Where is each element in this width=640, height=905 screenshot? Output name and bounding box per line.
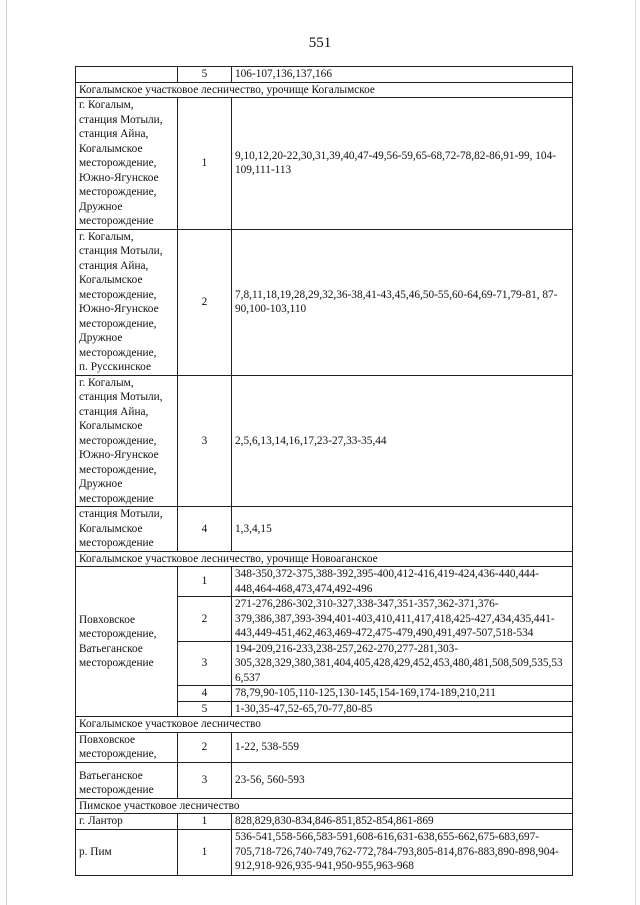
section-header-row — [76, 717, 573, 733]
place-cell: Повховское месторождение, Ватьеганское месторождение — [76, 567, 178, 717]
table-row — [76, 67, 573, 83]
place-cell: г. Лантор — [76, 814, 178, 830]
section-number-cell: 1 — [178, 567, 232, 597]
place-cell — [76, 67, 178, 83]
section-header-row — [76, 551, 573, 567]
section-number-cell: 1 — [178, 814, 232, 830]
section-number-cell: 3 — [178, 641, 232, 686]
page-number: 551 — [308, 35, 332, 51]
table-row — [76, 229, 573, 375]
quarters-cell: 1,3,4,15 — [232, 507, 573, 552]
quarters-cell: 348-350,372-375,388-392,395-400,412-416,419-424,436-440,444-448,464-468,473,474,492-496 — [232, 567, 573, 597]
section-number-cell: 2 — [178, 229, 232, 375]
section-number-cell: 1 — [178, 98, 232, 230]
section-number-cell: 4 — [178, 686, 232, 702]
quarters-cell: 828,829,830-834,846-851,852-854,861-869 — [232, 814, 573, 830]
quarters-cell: 9,10,12,20-22,30,31,39,40,47-49,56-59,65-68,72-78,82-86,91-99, 104-109,111-113 — [232, 98, 573, 230]
table-row — [76, 829, 573, 875]
section-header: Когалымское участковое лесничество — [76, 717, 573, 733]
section-number-cell: 1 — [178, 829, 232, 875]
scan-edge-left — [6, 0, 7, 905]
scan-edge-right — [635, 0, 636, 905]
table-row — [76, 732, 573, 762]
quarters-cell: 271-276,286-302,310-327,338-347,351-357,362-371,376-379,386,387,393-394,401-403,410,411,417,418,425-427,434,435,441-443,449-451,462,463,469-472,475-479,490,491,497-507,518-534 — [232, 597, 573, 642]
section-header: Пимское участковое лесничество — [76, 798, 573, 814]
quarters-cell: 7,8,11,18,19,28,29,32,36-38,41-43,45,46,50-55,60-64,69-71,79-81, 87-90,100-103,110 — [232, 229, 573, 375]
forestry-quarters-table — [75, 66, 573, 876]
table-row — [76, 762, 573, 798]
section-header: Когалымское участковое лесничество, урочище Новоаганское — [76, 551, 573, 567]
section-number-cell: 3 — [178, 375, 232, 507]
place-cell: станция Мотыли, Когалымское месторождение — [76, 507, 178, 552]
quarters-cell: 194-209,216-233,238-257,262-270,277-281,303-305,328,329,380,381,404,405,428,429,452,453,480,481,508,509,535,53 6,537 — [232, 641, 573, 686]
place-cell: р. Пим — [76, 829, 178, 875]
section-number-cell: 5 — [178, 67, 232, 83]
place-cell: Ватьеганское месторождение — [76, 762, 178, 798]
table-row — [76, 814, 573, 830]
place-cell: г. Когалым, станция Мотыли, станция Айна, Когалымское месторождение, Южно-Ягунское месторождение, Дружное месторождение — [76, 98, 178, 230]
quarters-cell: 1-30,35-47,52-65,70-77,80-85 — [232, 701, 573, 717]
section-number-cell: 4 — [178, 507, 232, 552]
table-row — [76, 567, 573, 597]
section-header-row — [76, 798, 573, 814]
section-header-row — [76, 82, 573, 98]
place-cell: Повховское месторождение, — [76, 732, 178, 762]
table-row — [76, 375, 573, 507]
quarters-cell: 106-107,136,137,166 — [232, 67, 573, 83]
quarters-cell: 23-56, 560-593 — [232, 762, 573, 798]
quarters-cell: 78,79,90-105,110-125,130-145,154-169,174-189,210,211 — [232, 686, 573, 702]
section-number-cell: 2 — [178, 597, 232, 642]
place-cell: г. Когалым, станция Мотыли, станция Айна, Когалымское месторождение, Южно-Ягунское месторождение, Дружное месторождение, п. Русскинское — [76, 229, 178, 375]
table-row — [76, 98, 573, 230]
quarters-cell: 2,5,6,13,14,16,17,23-27,33-35,44 — [232, 375, 573, 507]
section-number-cell: 2 — [178, 732, 232, 762]
section-number-cell: 3 — [178, 762, 232, 798]
place-cell: г. Когалым, станция Мотыли, станция Айна, Когалымское месторождение, Южно-Ягунское месторождение, Дружное месторождение — [76, 375, 178, 507]
table-row — [76, 507, 573, 552]
section-header: Когалымское участковое лесничество, урочище Когалымское — [76, 82, 573, 98]
section-number-cell: 5 — [178, 701, 232, 717]
quarters-cell: 536-541,558-566,583-591,608-616,631-638,655-662,675-683,697-705,718-726,740-749,762-772,784-793,805-814,876-883,890-898,904-912,918-926,935-941,950-955,963-968 — [232, 829, 573, 875]
quarters-cell: 1-22, 538-559 — [232, 732, 573, 762]
